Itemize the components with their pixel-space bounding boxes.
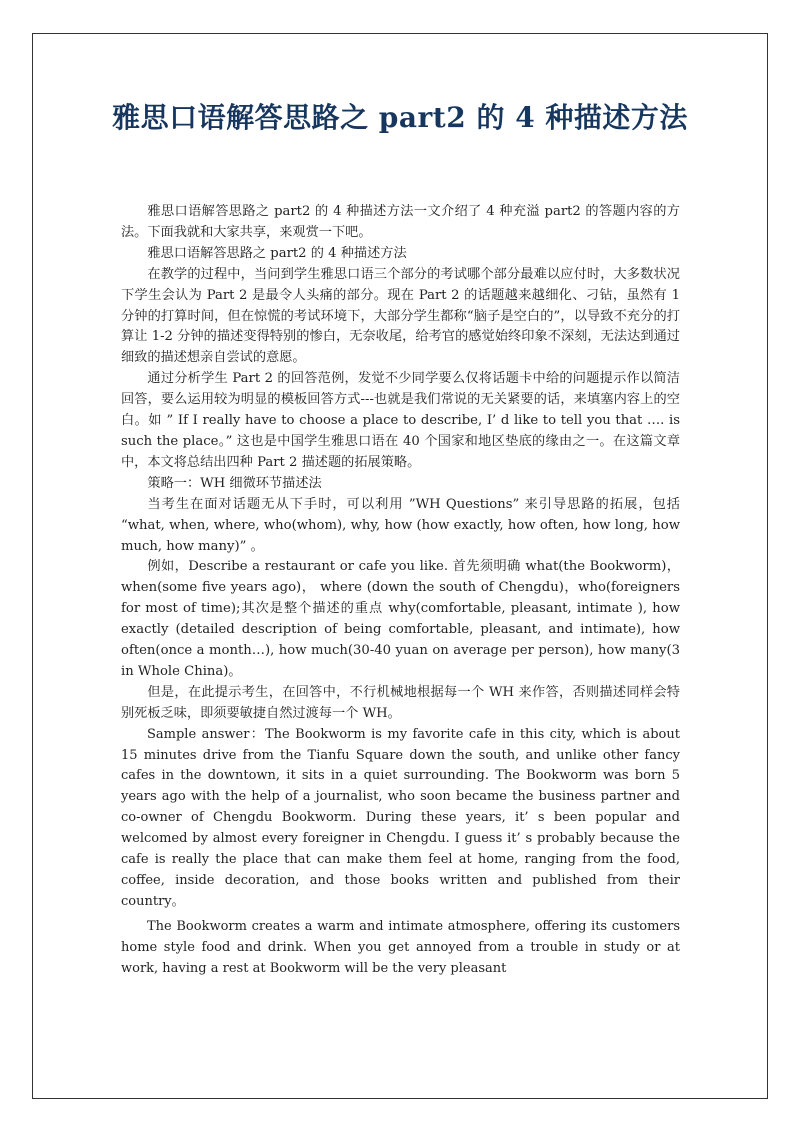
sample-answer-paragraph: Sample answer：The Bookworm is my favorite cafe in this city, which is about 15 minutes drive from the Tianfu Square down the south, and unlike other fancy cafes in the downtown, it sits in a quiet surrounding. The Bookworm was born 5 years ago with the help of a journalist, who soon became the business partner and co-owner of Chengdu Bookworm. During these years, it’ s been popular and welcomed by almost every foreigner in Chengdu. I guess it’ s probably because the cafe is really the place that can make them feel at home, ranging from the food, coffee, inside decoration, and those books written and published from their country。 <box>121 726 680 909</box>
body-paragraph: 例如，Describe a restaurant or cafe you like. 首先须明确 what(the Bookworm)，when(some five years ago)， where (down the south of Chengdu)，who(foreigners for most of time);其次是整个描述的重点 why(comfortable, pleasant, intimate ), how exactly (detailed description of being comfortable, pleasant, and intimate), how often(once a month…), how much(30-40 yuan on average per person), how many(3 in Whole China)。 <box>121 559 680 679</box>
body-paragraph: 当考生在面对话题无从下手时，可以利用 ”WH Questions” 来引导思路的拓展，包括 “what, when, where, who(whom), why, how (how exactly, how often, how long, how much, how many)” 。 <box>121 496 680 554</box>
document-title: 雅思口语解答思路之 part2 的 4 种描述方法 <box>112 101 688 134</box>
section-heading: 策略一：WH 细微环节描述法 <box>147 475 322 491</box>
body-paragraph: 但是，在此提示考生，在回答中，不行机械地根据每一个 WH 来作答，否则描述同样会特别死板乏味，即须要敏捷自然过渡每一个 WH。 <box>121 684 680 721</box>
document-body <box>121 202 680 980</box>
subtitle-line: 雅思口语解答思路之 part2 的 4 种描述方法 <box>147 245 407 261</box>
body-paragraph: 在教学的过程中，当问到学生雅思口语三个部分的考试哪个部分最难以应付时，大多数状况下学生会认为 Part 2 是最令人头痛的部分。现在 Part 2 的话题越来越细化、刁钻，虽然有 1 分钟的打算时间，但在惊慌的考试环境下，大部分学生都称“脑子是空白的”，以导致不充分的打算让 1-2 分钟的描述变得特别的惨白，无奈收尾，给考官的感觉始终印象不深刻，无法达到通过细致的描述想亲自尝试的意愿。 <box>121 266 680 366</box>
intro-paragraph: 雅思口语解答思路之 part2 的 4 种描述方法一文介绍了 4 种充溢 part2 的答题内容的方法。下面我就和大家共享，来观赏一下吧。 <box>121 204 680 240</box>
body-paragraph: 通过分析学生 Part 2 的回答范例，发觉不少同学要么仅将话题卡中给的问题提示作以简洁回答，要么运用较为明显的模板回答方式---也就是我们常说的无关紧要的话，来填塞内容上的空白。如 ” If I really have to choose a place to describe, I’ d like to tell you that …. is such the place。” 这也是中国学生雅思口语在 40 个国家和地区垫底的缘由之一。在这篇文章中，本文将总结出四种 Part 2 描述题的拓展策略。 <box>121 371 680 470</box>
sample-answer-paragraph: The Bookworm creates a warm and intimate atmosphere, offering its customers home style food and drink. When you get annoyed from a trouble in study or at work, having a rest at Bookworm will be the very pleasant <box>121 918 680 976</box>
